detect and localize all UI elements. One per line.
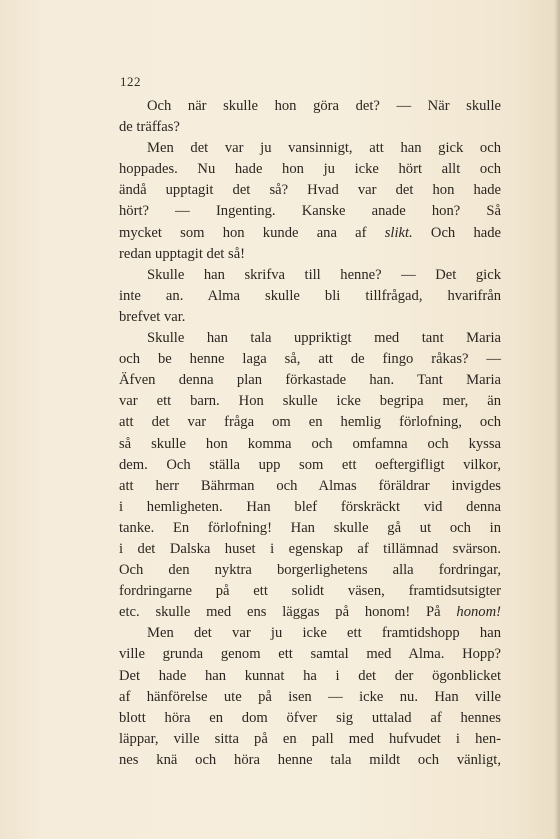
body-text [119,96,501,771]
text-line: af hänförelse ute på isen — icke nu. Han ville [119,688,501,705]
text-line: att det var fråga om en hemlig förlofning, och [119,414,501,431]
text-line: Äfven denna plan förkastade han. Tant Maria [119,372,501,389]
text-line: nes knä och höra henne tala mildt och vänligt, [119,751,501,768]
text-line: Men det var ju vansinnigt, att han gick och [147,140,501,157]
text-line: blott höra en dom öfver sig uttalad af hennes [119,709,501,726]
text-line: etc. skulle med ens läggas på honom! På honom! [119,604,501,621]
text-line: var ett barn. Hon skulle icke begripa mer, än [119,393,501,410]
text-line: de träffas? [119,119,180,136]
text-line: läppar, ville sitta på en pall med hufvudet i hen- [119,730,501,747]
text-line: så skulle hon komma och omfamna och kyssa [119,435,501,452]
text-line: och be henne laga så, att de fingo råkas? — [119,351,501,368]
text-line: fordringarne på ett solidt väsen, framtidsutsigter [119,583,501,600]
text-line: Och när skulle hon göra det? — När skulle [147,98,501,114]
text-line: i det Dalska huset i egenskap af tillämnad svärson. [119,540,501,557]
text-line: hoppades. Nu hade hon ju icke hört allt och [119,161,501,178]
text-line: Skulle han tala uppriktigt med tant Maria [147,330,501,347]
text-line: att herr Bährman och Almas föräldrar invigdes [119,477,501,494]
text-line: mycket som hon kunde ana af slikt. Och hade [119,224,501,241]
text-line: brefvet var. [119,308,186,325]
text-line: Skulle han skrifva till henne? — Det gick [147,266,501,283]
text-line: inte an. Alma skulle bli tillfrågad, hvarifrån [119,287,501,304]
text-line: ville grunda genom ett samtal med Alma. Hopp? [119,646,501,663]
text-line: hört? — Ingenting. Kanske anade hon? Så [119,203,501,220]
text-line: Det hade han kunnat ha i det der ögonblicket [119,667,501,684]
text-line: tanke. En förlofning! Han skulle gå ut och in [119,519,501,536]
text-line: Men det var ju icke ett framtidshopp han [147,625,501,642]
page-number: 122 [120,74,141,89]
text-line: ändå upptagit det så? Hvad var det hon hade [119,182,501,199]
page-edge-shadow [554,0,560,839]
text-line: i hemligheten. Han blef förskräckt vid denna [119,498,501,515]
text-line: Och den nyktra borgerlighetens alla fordringar, [119,562,501,579]
text-line: redan upptagit det så! [119,245,246,262]
text-line: dem. Och ställa upp som ett oeftergifligt vilkor, [119,456,501,473]
